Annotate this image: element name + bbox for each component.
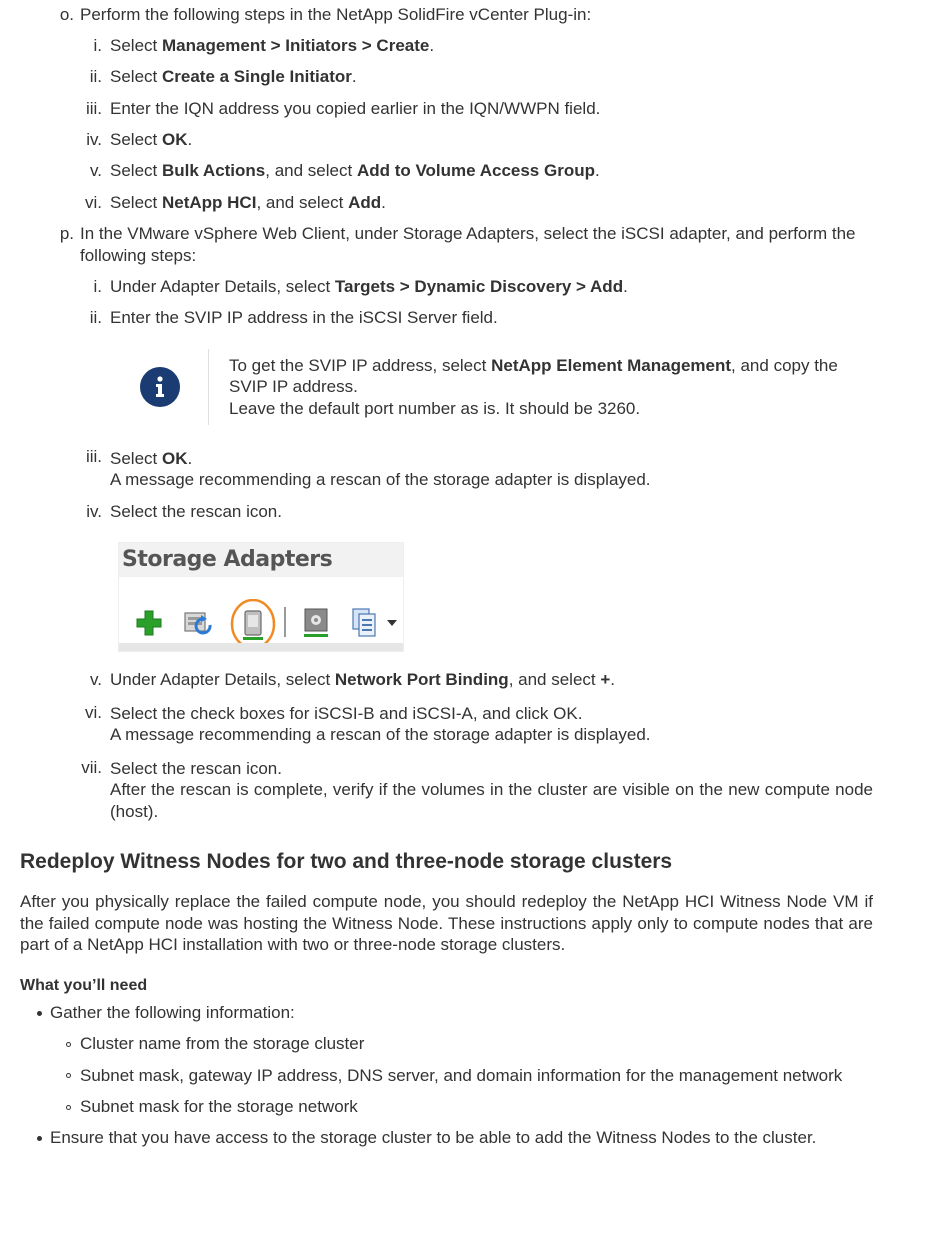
step-p-text-line1: In the VMware vSphere Web Client, under Storage Adapters, select the iSCSI adapter, and perform the — [80, 224, 856, 243]
info-icon — [140, 367, 180, 407]
substep-o-5: Select Bulk Actions, and select Add to Volume Access Group. — [110, 161, 600, 180]
step-o-text: Perform the following steps in the NetApp SolidFire vCenter Plug-in: — [80, 5, 592, 24]
bullet-item-2: Ensure that you have access to the storage cluster to be able to add the Witness Nodes to the cluster. — [50, 1128, 817, 1147]
section-paragraph: After you physically replace the failed compute node, you should redeploy the NetApp HCI Witness Node VM if the failed compute node was hosting the Witness Node. These instructions apply only to compute nodes that are part of a NetApp HCI installation with two or three-node storage clusters. — [20, 892, 873, 954]
note-divider — [208, 349, 209, 425]
substep-marker: vi. — [85, 193, 102, 212]
refresh-adapter-icon — [183, 607, 217, 644]
substep-marker: iv. — [86, 130, 102, 149]
substep-p-5: Under Adapter Details, select Network Port Binding, and select +. — [110, 670, 616, 689]
substep-marker: iv. — [86, 502, 102, 521]
substep-p-6-line2: A message recommending a rescan of the storage adapter is displayed. — [110, 725, 651, 744]
substep-marker: ii. — [89, 67, 102, 86]
substep-o-3: Enter the IQN address you copied earlier in the IQN/WWPN field. — [110, 99, 601, 118]
substep-o-6: Select NetApp HCI, and select Add. — [110, 193, 386, 212]
sub-bullet-circle — [66, 1042, 71, 1047]
substep-p-3: Select OK. — [110, 449, 193, 468]
bullet-dot — [37, 1011, 42, 1016]
note-line-2: SVIP IP address. — [229, 377, 358, 396]
export-icon — [349, 605, 399, 644]
substep-marker: iii. — [85, 447, 102, 466]
sub-bullet-item-1: Cluster name from the storage cluster — [80, 1034, 365, 1053]
substep-p-3-line2: A message recommending a rescan of the storage adapter is displayed. — [110, 470, 651, 489]
substep-marker: i. — [93, 277, 102, 296]
substep-p-7: Select the rescan icon. — [110, 759, 282, 778]
step-marker-p: p. — [59, 224, 74, 243]
sub-bullet-item-3: Subnet mask for the storage network — [80, 1097, 358, 1116]
substep-p-1: Under Adapter Details, select Targets > Dynamic Discovery > Add. — [110, 277, 628, 296]
screenshot-bottom-band — [119, 643, 403, 651]
substep-p-7-line2: After the rescan is complete, verify if the volumes in the cluster are visible on the new compute node (host). — [110, 780, 873, 821]
substep-o-4: Select OK. — [110, 130, 193, 149]
screenshot-title: Storage Adapters — [122, 547, 333, 572]
substep-marker: vii. — [81, 758, 102, 777]
substep-p-4: Select the rescan icon. — [110, 502, 282, 521]
substep-marker: v. — [90, 670, 102, 689]
sub-bullet-circle — [66, 1073, 71, 1078]
step-marker-o: o. — [59, 5, 74, 24]
sub-bullet-item-2: Subnet mask, gateway IP address, DNS server, and domain information for the management network — [80, 1066, 843, 1085]
note-line-1: To get the SVIP IP address, select NetApp Element Management, and copy the — [229, 356, 838, 375]
substep-o-2: Select Create a Single Initiator. — [110, 67, 357, 86]
substep-marker: i. — [93, 36, 102, 55]
substep-marker: iii. — [85, 99, 102, 118]
settings-adapter-icon — [301, 607, 331, 644]
substep-p-6: Select the check boxes for iSCSI-B and iSCSI-A, and click OK. — [110, 704, 583, 723]
substep-marker: vi. — [85, 703, 102, 722]
substep-p-2: Enter the SVIP IP address in the iSCSI Server field. — [110, 308, 498, 327]
add-icon — [135, 609, 163, 642]
note-line-3: Leave the default port number as is. It should be 3260. — [229, 399, 641, 418]
storage-adapters-screenshot — [118, 542, 404, 652]
bullet-dot — [37, 1136, 42, 1141]
substep-marker: ii. — [89, 308, 102, 327]
substep-marker: v. — [90, 161, 102, 180]
step-p-text-line2: following steps: — [80, 246, 197, 265]
substep-o-1: Select Management > Initiators > Create. — [110, 36, 435, 55]
section-heading: Redeploy Witness Nodes for two and three-node storage clusters — [20, 850, 673, 873]
sub-bullet-circle — [66, 1105, 71, 1110]
toolbar-divider — [284, 607, 286, 637]
what-you-need-title: What you’ll need — [20, 977, 148, 994]
bullet-item-1: Gather the following information: — [50, 1003, 295, 1022]
